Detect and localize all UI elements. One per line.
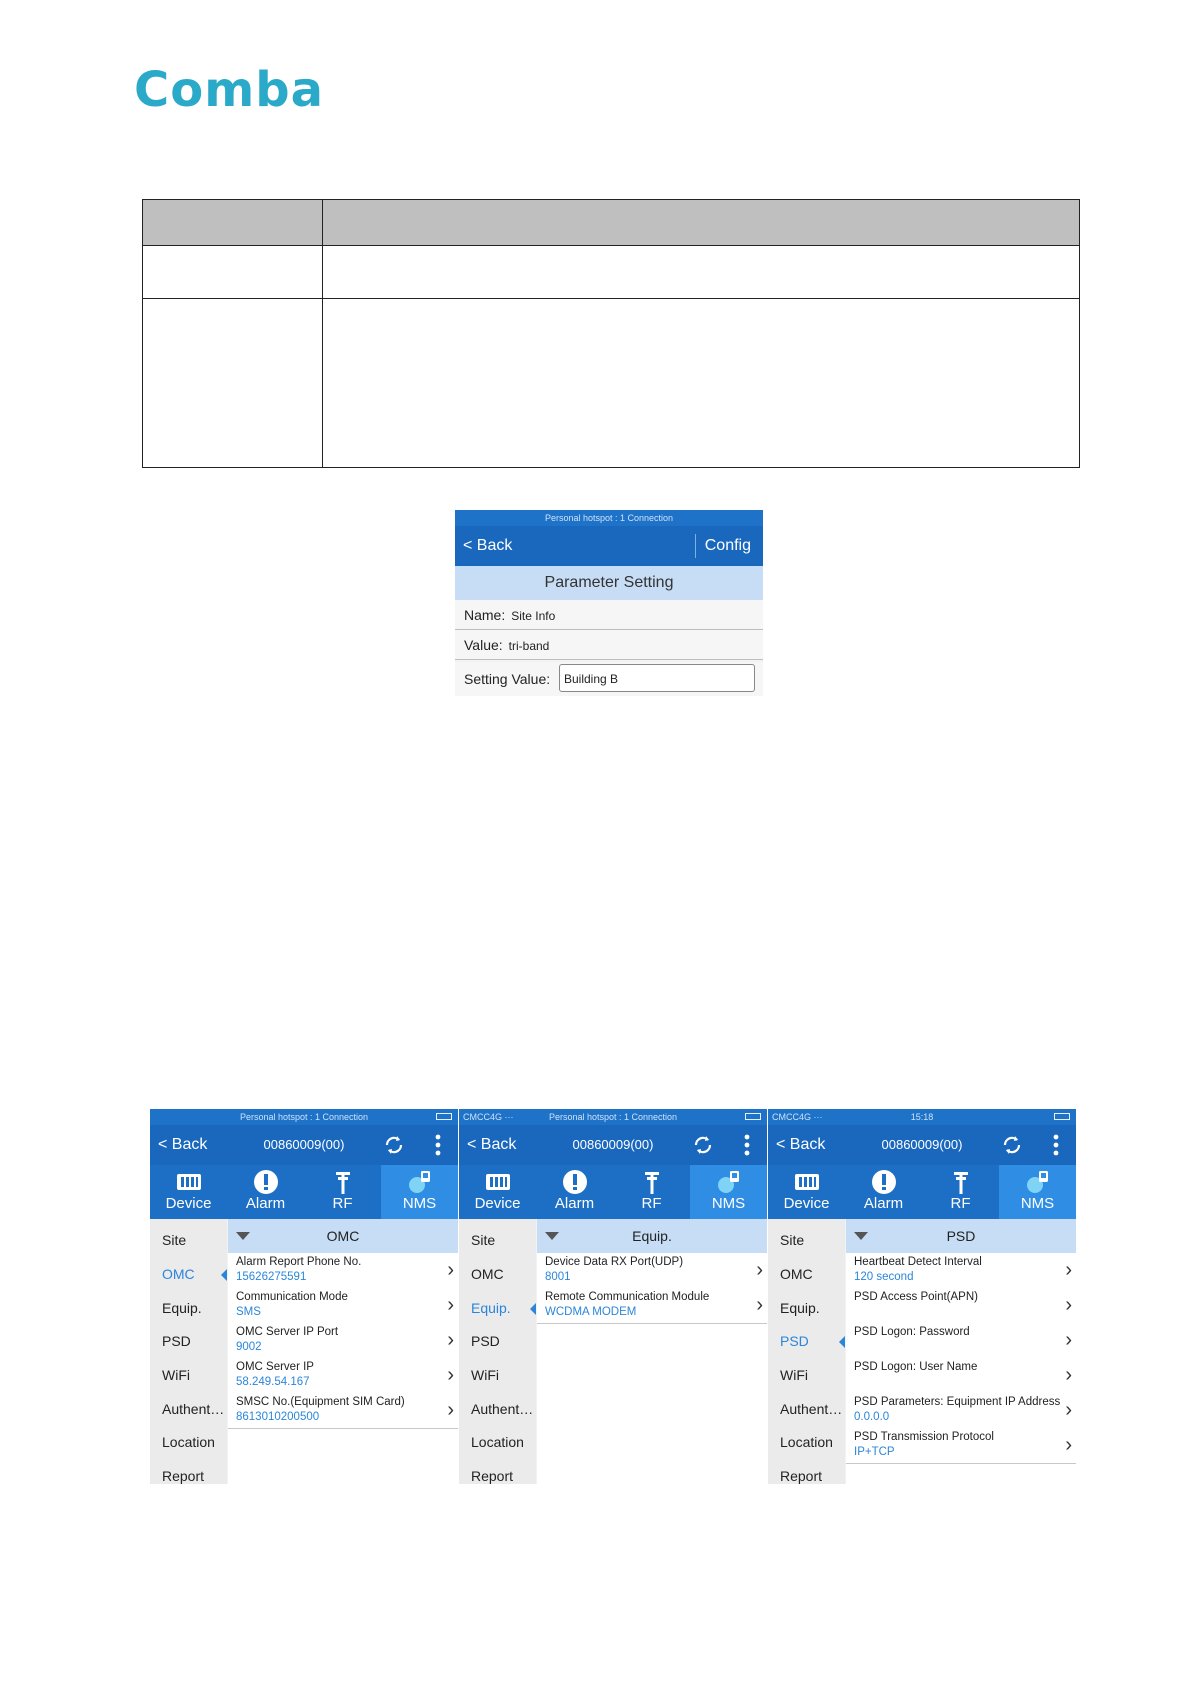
nms-icon	[999, 1165, 1076, 1195]
alarm-icon	[536, 1165, 613, 1195]
content-panel	[537, 1219, 767, 1484]
menu-item[interactable]: Equip.	[780, 1300, 820, 1316]
menu-item[interactable]: Equip.	[162, 1300, 202, 1316]
tab-bar	[768, 1165, 1076, 1219]
more-icon[interactable]	[735, 1133, 759, 1157]
item-name: PSD Access Point(APN)	[854, 1291, 978, 1303]
device-icon	[150, 1165, 227, 1195]
item-value: 15626275591	[236, 1271, 307, 1283]
nms-icon	[381, 1165, 458, 1195]
menu-item[interactable]: WiFi	[162, 1367, 190, 1383]
list-item[interactable]	[228, 1358, 458, 1394]
menu-item[interactable]: Site	[471, 1232, 496, 1248]
back-button[interactable]: < Back	[467, 1136, 517, 1153]
tab-label: Device	[783, 1195, 830, 1212]
item-name: Communication Mode	[236, 1291, 348, 1303]
chevron-right-icon: ›	[447, 1294, 454, 1316]
setting-value-input[interactable]: Building B	[559, 664, 755, 692]
tab-alarm[interactable]	[536, 1165, 613, 1219]
menu-item[interactable]: Report	[162, 1468, 205, 1484]
more-icon[interactable]	[1044, 1133, 1068, 1157]
tab-label: RF	[641, 1195, 662, 1212]
status-bar: Personal hotspot : 1 Connection	[455, 510, 763, 526]
tab-alarm[interactable]	[845, 1165, 922, 1219]
status-bar	[150, 1109, 458, 1125]
nms-screen	[150, 1109, 458, 1484]
tab-rf[interactable]	[922, 1165, 999, 1219]
menu-item[interactable]: WiFi	[780, 1367, 808, 1383]
current-value: tri-band	[508, 639, 550, 653]
tab-nms[interactable]	[690, 1165, 767, 1219]
device-icon	[768, 1165, 845, 1195]
device-id: 00860009(00)	[881, 1137, 963, 1152]
chevron-right-icon: ›	[1065, 1294, 1072, 1316]
list-item[interactable]	[228, 1323, 458, 1359]
item-name: PSD Logon: User Name	[854, 1361, 978, 1373]
menu-item[interactable]: Location	[471, 1434, 524, 1450]
alarm-icon	[845, 1165, 922, 1195]
tab-label: Device	[474, 1195, 521, 1212]
carrier-label: CMCC4G ···	[463, 1112, 514, 1122]
item-name: PSD Parameters: Equipment IP Address	[854, 1396, 1061, 1408]
section-header	[846, 1219, 1076, 1253]
tab-device[interactable]	[459, 1165, 536, 1219]
menu-item[interactable]: OMC	[162, 1266, 195, 1282]
list-item[interactable]	[228, 1288, 458, 1324]
back-button[interactable]: < Back	[158, 1136, 208, 1153]
status-text: Personal hotspot : 1 Connection	[239, 1112, 369, 1122]
active-marker-icon	[839, 1336, 845, 1348]
menu-item[interactable]: Report	[471, 1468, 514, 1484]
collapse-triangle-icon[interactable]	[545, 1232, 559, 1240]
status-text: 15:18	[910, 1112, 934, 1122]
item-value: SMS	[236, 1306, 261, 1318]
config-button[interactable]: Config	[704, 537, 751, 554]
active-marker-icon	[221, 1269, 227, 1281]
table-cell	[143, 246, 323, 298]
tab-label: NMS	[1020, 1195, 1055, 1212]
item-name: SMSC No.(Equipment SIM Card)	[236, 1396, 405, 1408]
chevron-right-icon: ›	[1065, 1434, 1072, 1456]
item-value: 8613010200500	[236, 1411, 320, 1423]
tab-label: Device	[165, 1195, 212, 1212]
antenna-icon	[304, 1165, 381, 1195]
item-name: Remote Communication Module	[545, 1291, 710, 1303]
menu-item[interactable]: Location	[780, 1434, 833, 1450]
chevron-right-icon: ›	[756, 1259, 763, 1281]
table-row	[143, 246, 1079, 299]
table-header-cell	[143, 200, 323, 245]
tab-label: NMS	[711, 1195, 746, 1212]
left-menu	[150, 1219, 227, 1484]
tab-label: NMS	[402, 1195, 437, 1212]
status-text: Personal hotspot : 1 Connection	[548, 1112, 678, 1122]
chevron-right-icon: ›	[1065, 1329, 1072, 1351]
battery-icon	[436, 1113, 452, 1120]
menu-item[interactable]: Report	[780, 1468, 823, 1484]
value-row	[455, 630, 763, 660]
tab-label: Alarm	[245, 1195, 286, 1212]
tab-label: RF	[332, 1195, 353, 1212]
refresh-icon[interactable]	[382, 1133, 406, 1157]
chevron-right-icon: ›	[1065, 1259, 1072, 1281]
more-icon[interactable]	[426, 1133, 450, 1157]
chevron-right-icon: ›	[447, 1364, 454, 1386]
list-item[interactable]	[228, 1393, 458, 1429]
item-name: OMC Server IP Port	[236, 1326, 339, 1338]
list-item[interactable]	[537, 1253, 767, 1289]
chevron-right-icon: ›	[1065, 1364, 1072, 1386]
chevron-right-icon: ›	[447, 1259, 454, 1281]
chevron-right-icon: ›	[1065, 1399, 1072, 1421]
menu-item[interactable]: Site	[162, 1232, 187, 1248]
status-bar	[768, 1109, 1076, 1125]
menu-item[interactable]: Location	[162, 1434, 215, 1450]
menu-item[interactable]: Site	[780, 1232, 805, 1248]
nms-screen	[768, 1109, 1076, 1484]
chevron-right-icon: ›	[756, 1294, 763, 1316]
list-item[interactable]	[846, 1428, 1076, 1464]
item-value: WCDMA MODEM	[545, 1306, 637, 1318]
table-row	[143, 299, 1079, 467]
refresh-icon[interactable]	[691, 1133, 715, 1157]
active-marker-icon	[530, 1303, 536, 1315]
name-row	[455, 600, 763, 630]
menu-item[interactable]: PSD	[471, 1333, 500, 1349]
menu-item[interactable]: Authent…	[780, 1401, 843, 1417]
back-button[interactable]: < Back	[463, 537, 513, 554]
section-header	[228, 1219, 458, 1253]
refresh-icon[interactable]	[1000, 1133, 1024, 1157]
content-panel	[228, 1219, 458, 1484]
status-bar	[459, 1109, 767, 1125]
nav-bar	[459, 1125, 767, 1165]
item-name: PSD Logon: Password	[854, 1326, 970, 1338]
menu-item[interactable]: WiFi	[471, 1367, 499, 1383]
value-label: Value:	[464, 637, 503, 653]
tab-bar	[459, 1165, 767, 1219]
menu-item[interactable]: OMC	[471, 1266, 504, 1282]
tab-label: Alarm	[554, 1195, 595, 1212]
chevron-right-icon: ›	[447, 1329, 454, 1351]
page-title: Parameter Setting	[455, 566, 763, 600]
nms-screen	[459, 1109, 767, 1484]
antenna-icon	[922, 1165, 999, 1195]
tab-nms[interactable]	[999, 1165, 1076, 1219]
item-value: 58.249.54.167	[236, 1376, 310, 1388]
name-value: Site Info	[511, 609, 556, 623]
list-item[interactable]	[228, 1253, 458, 1289]
menu-item[interactable]: PSD	[162, 1333, 191, 1349]
menu-item[interactable]: PSD	[780, 1333, 809, 1349]
left-menu	[768, 1219, 845, 1484]
menu-item[interactable]: Authent…	[162, 1401, 225, 1417]
collapse-triangle-icon[interactable]	[854, 1232, 868, 1240]
comba-logo: Comba	[134, 62, 324, 118]
alarm-icon	[227, 1165, 304, 1195]
list-item[interactable]	[846, 1358, 1076, 1394]
list-item[interactable]	[846, 1393, 1076, 1429]
menu-item[interactable]: Equip.	[471, 1300, 511, 1316]
nav-bar	[768, 1125, 1076, 1165]
content-panel	[846, 1219, 1076, 1484]
menu-item[interactable]: OMC	[780, 1266, 813, 1282]
tab-rf[interactable]	[304, 1165, 381, 1219]
device-icon	[459, 1165, 536, 1195]
section-title: PSD	[946, 1228, 976, 1244]
device-id: 00860009(00)	[572, 1137, 654, 1152]
section-title: OMC	[326, 1228, 360, 1244]
battery-icon	[745, 1113, 761, 1120]
setting-label: Setting Value:	[464, 671, 551, 687]
document-table	[142, 199, 1080, 468]
table-cell	[143, 299, 323, 467]
back-button[interactable]: < Back	[776, 1136, 826, 1153]
setting-row	[455, 662, 763, 696]
nav-divider	[695, 534, 696, 558]
list-item[interactable]	[846, 1288, 1076, 1324]
tab-label: Alarm	[863, 1195, 904, 1212]
item-name: Alarm Report Phone No.	[236, 1256, 362, 1268]
section-header	[537, 1219, 767, 1253]
antenna-icon	[613, 1165, 690, 1195]
device-id: 00860009(00)	[263, 1137, 345, 1152]
chevron-right-icon: ›	[447, 1399, 454, 1421]
item-name: OMC Server IP	[236, 1361, 314, 1373]
menu-item[interactable]: Authent…	[471, 1401, 534, 1417]
nms-icon	[690, 1165, 767, 1195]
tab-device[interactable]	[768, 1165, 845, 1219]
section-title: Equip.	[632, 1228, 672, 1244]
tab-alarm[interactable]	[227, 1165, 304, 1219]
item-value: 0.0.0.0	[854, 1411, 890, 1423]
tab-label: RF	[950, 1195, 971, 1212]
tab-bar	[150, 1165, 458, 1219]
left-menu	[459, 1219, 536, 1484]
item-value: 8001	[545, 1271, 571, 1283]
tab-device[interactable]	[150, 1165, 227, 1219]
list-item[interactable]	[846, 1253, 1076, 1289]
item-value: IP+TCP	[854, 1446, 895, 1458]
item-name: Device Data RX Port(UDP)	[545, 1256, 684, 1268]
item-name: PSD Transmission Protocol	[854, 1431, 994, 1443]
item-name: Heartbeat Detect Interval	[854, 1256, 982, 1268]
list-item[interactable]	[846, 1323, 1076, 1359]
parameter-setting-screen	[455, 510, 763, 696]
table-header-row	[143, 200, 1079, 246]
nav-bar	[150, 1125, 458, 1165]
item-value: 120 second	[854, 1271, 914, 1283]
item-value: 9002	[236, 1341, 262, 1353]
battery-icon	[1054, 1113, 1070, 1120]
list-item[interactable]	[537, 1288, 767, 1324]
collapse-triangle-icon[interactable]	[236, 1232, 250, 1240]
tab-rf[interactable]	[613, 1165, 690, 1219]
name-label: Name:	[464, 607, 506, 623]
nav-bar	[455, 526, 763, 566]
carrier-label: CMCC4G ···	[772, 1112, 823, 1122]
tab-nms[interactable]	[381, 1165, 458, 1219]
